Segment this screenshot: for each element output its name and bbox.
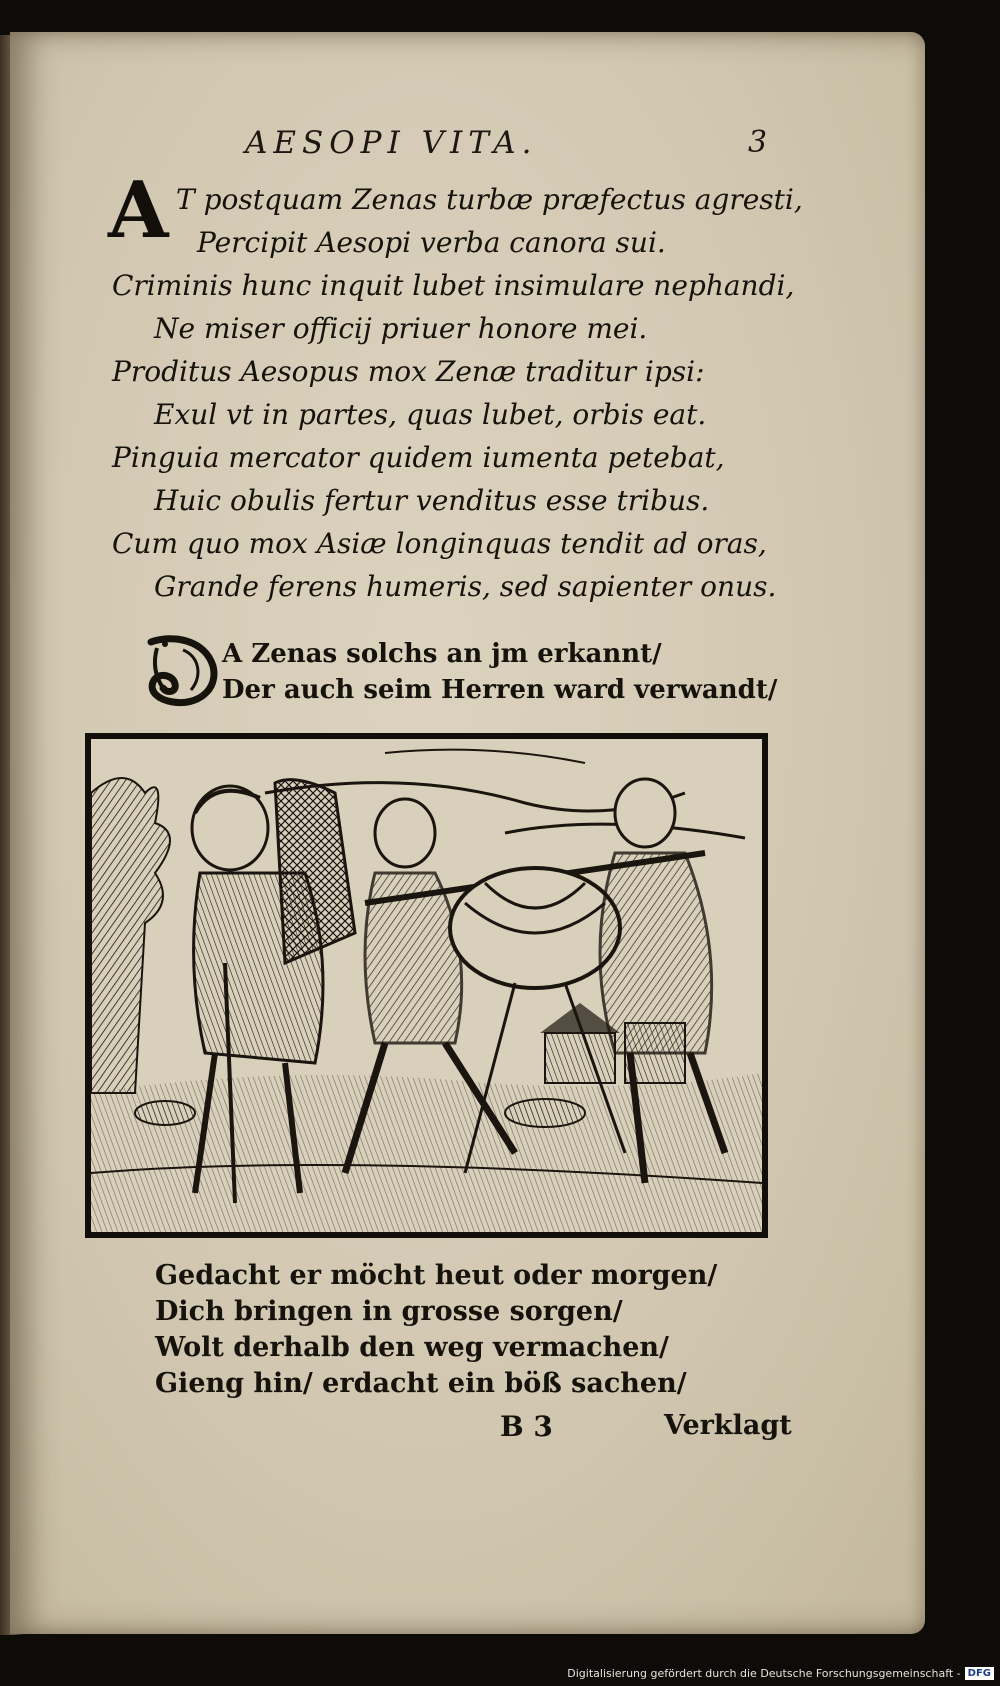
- german-verse-top: [222, 636, 777, 708]
- running-head: AESOPI VITA.: [245, 125, 538, 161]
- german-verse-bottom: [155, 1258, 717, 1402]
- dfg-logo[interactable]: DFG: [965, 1667, 994, 1680]
- verse-line: Dich bringen in grosse sorgen/: [155, 1296, 623, 1327]
- verse-line: Wolt derhalb den weg vermachen/: [155, 1332, 669, 1363]
- verse-line: Gieng hin/ erdacht ein böß sachen/: [155, 1368, 687, 1399]
- verse-line: Ne miser officij priuer honore mei.: [154, 312, 648, 345]
- latin-initial: A: [108, 165, 169, 256]
- verse-line: T postquam Zenas turbæ præfectus agresti,: [176, 183, 803, 216]
- woodcut-illustration: [85, 733, 768, 1238]
- verse-line: Gedacht er möcht heut oder morgen/: [155, 1260, 718, 1291]
- footer-credit: Digitalisierung gefördert durch die Deutsche Forschungsgemeinschaft -: [567, 1666, 961, 1680]
- page-number: 3: [748, 125, 768, 160]
- verse-line: Cum quo mox Asiæ longinquas tendit ad oras,: [112, 527, 767, 560]
- verse-line: Der auch seim Herren ward verwandt/: [222, 675, 778, 705]
- verse-line: Exul vt in partes, quas lubet, orbis eat.: [154, 398, 707, 431]
- verse-line: Percipit Aesopi verba canora sui.: [197, 226, 666, 259]
- signature-mark: B 3: [500, 1410, 553, 1443]
- digitization-footer: [567, 1664, 994, 1682]
- verse-line: Criminis hunc inquit lubet insimulare nephandi,: [112, 269, 795, 302]
- verse-line: A Zenas solchs an jm erkannt/: [222, 639, 662, 669]
- verse-line: Pinguia mercator quidem iumenta petebat,: [112, 441, 725, 474]
- verse-line: Huic obulis fertur venditus esse tribus.: [154, 484, 710, 517]
- latin-verse-block: [112, 178, 803, 608]
- verse-line: Grande ferens humeris, sed sapienter onus.: [154, 570, 777, 603]
- verse-line: Proditus Aesopus mox Zenæ traditur ipsi:: [112, 355, 705, 388]
- catchword: Verklagt: [664, 1410, 792, 1441]
- decorated-initial-d: [143, 632, 221, 710]
